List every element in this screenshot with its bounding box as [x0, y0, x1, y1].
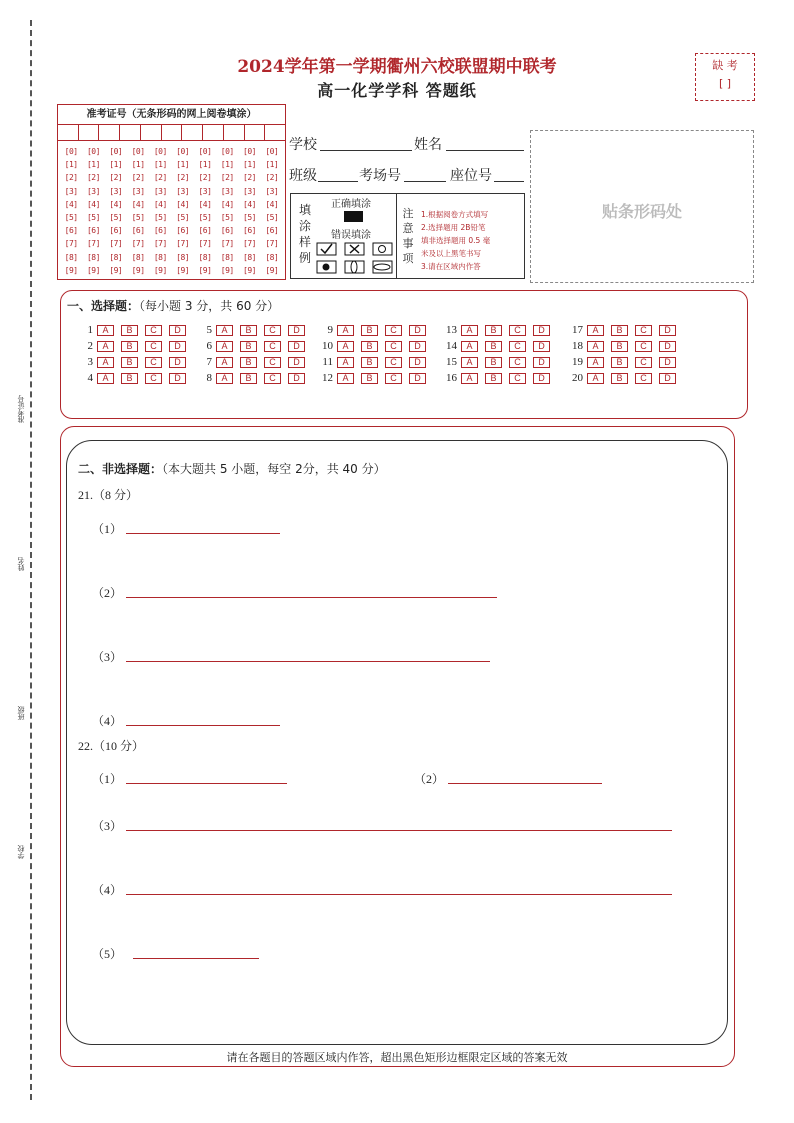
- multiple-choice-section: [60, 290, 748, 419]
- exam-title: 2024学年第一学期衢州六校联盟期中联考: [237, 57, 557, 77]
- id-digit-bubble[interactable]: [3]: [265, 186, 279, 196]
- id-write-cells: [58, 125, 285, 141]
- mc-question-number: 9: [327, 324, 333, 336]
- mc-option-bubble[interactable]: B: [121, 341, 138, 352]
- wrong-mark-circle: [373, 243, 392, 255]
- id-digit-column: [238, 145, 260, 277]
- name-field[interactable]: [446, 150, 524, 151]
- id-digit-bubble[interactable]: [1]: [109, 160, 123, 170]
- id-digit-bubble[interactable]: [9]: [153, 265, 167, 275]
- mc-question: [190, 340, 312, 352]
- mc-option-bubble[interactable]: A: [587, 373, 604, 384]
- mc-option-bubble[interactable]: B: [361, 373, 378, 384]
- id-digit-bubble[interactable]: [5]: [243, 212, 256, 222]
- section2-heading: 二、非选择题：（本大题共 5 小题，每空 2分，共 40 分）: [78, 462, 386, 476]
- room-label: 考场号: [359, 168, 401, 184]
- mc-question-number: 8: [206, 372, 212, 384]
- q21-part1-label: （1）: [92, 522, 123, 536]
- mc-option-bubble[interactable]: C: [385, 325, 402, 336]
- mc-option-bubble[interactable]: C: [264, 341, 281, 352]
- mc-question: [71, 340, 193, 352]
- mc-option-bubble[interactable]: D: [533, 373, 550, 384]
- id-digit-bubble[interactable]: [4]: [220, 199, 234, 209]
- id-bubble-grid: [58, 141, 285, 277]
- mc-option-bubble[interactable]: C: [145, 325, 162, 336]
- id-digit-bubble[interactable]: [2]: [265, 173, 279, 183]
- q21-part1-answer-line[interactable]: [126, 533, 280, 534]
- id-digit-bubble[interactable]: [5]: [153, 212, 167, 222]
- id-digit-bubble[interactable]: [7]: [198, 239, 212, 249]
- mc-option-bubble[interactable]: D: [288, 325, 305, 336]
- id-digit-bubble[interactable]: [7]: [176, 239, 190, 249]
- id-digit-bubble[interactable]: [8]: [131, 252, 145, 262]
- id-digit-bubble[interactable]: [3]: [220, 186, 234, 196]
- id-digit-bubble[interactable]: [0]: [176, 147, 190, 156]
- mc-question-number: 16: [446, 372, 457, 384]
- mc-option-bubble[interactable]: A: [97, 325, 114, 336]
- id-digit-bubble[interactable]: [6]: [131, 226, 145, 236]
- id-digit-bubble[interactable]: [2]: [109, 173, 123, 183]
- mc-option-bubble[interactable]: C: [509, 357, 526, 368]
- id-digit-bubble[interactable]: [3]: [131, 186, 145, 196]
- mc-option-bubble[interactable]: A: [337, 357, 354, 368]
- q21-part4-label: （4）: [92, 714, 123, 728]
- id-digit-bubble[interactable]: [2]: [243, 173, 256, 183]
- mc-option-bubble[interactable]: A: [216, 341, 233, 352]
- id-digit-bubble[interactable]: [9]: [64, 265, 78, 275]
- mc-question: [190, 324, 312, 336]
- id-digit-bubble[interactable]: [6]: [243, 226, 256, 236]
- id-digit-bubble[interactable]: [0]: [86, 147, 100, 156]
- mc-question: [435, 372, 557, 384]
- id-digit-bubble[interactable]: [9]: [265, 265, 279, 275]
- mc-question: [435, 356, 557, 368]
- id-digit-bubble[interactable]: [0]: [198, 147, 212, 156]
- id-digit-bubble[interactable]: [1]: [153, 160, 167, 170]
- side-label-name: 姓名: [17, 557, 25, 571]
- wrong-mark-oval: [345, 261, 364, 273]
- mc-question: [71, 372, 193, 384]
- q22-part5-answer-line[interactable]: [133, 958, 259, 959]
- mc-option-bubble[interactable]: A: [216, 357, 233, 368]
- id-digit-bubble[interactable]: [7]: [243, 239, 256, 249]
- id-digit-bubble[interactable]: [5]: [131, 212, 145, 222]
- id-digit-bubble[interactable]: [6]: [86, 226, 100, 236]
- id-digit-bubble[interactable]: [7]: [86, 239, 100, 249]
- wrong-mark-ellipse: [373, 261, 392, 273]
- mc-option-bubble[interactable]: C: [145, 357, 162, 368]
- mc-option-bubble[interactable]: C: [264, 357, 281, 368]
- name-label: 姓名: [414, 137, 442, 153]
- id-digit-bubble[interactable]: [9]: [243, 265, 256, 275]
- id-digit-bubble[interactable]: [4]: [265, 199, 279, 209]
- q22-part2-answer-line[interactable]: [448, 783, 602, 784]
- mc-option-bubble[interactable]: B: [361, 325, 378, 336]
- mc-option-bubble[interactable]: D: [409, 357, 426, 368]
- mc-option-bubble[interactable]: B: [361, 341, 378, 352]
- id-digit-bubble[interactable]: [2]: [176, 173, 190, 183]
- mc-option-bubble[interactable]: A: [97, 373, 114, 384]
- mc-option-bubble[interactable]: A: [337, 341, 354, 352]
- q22-part4-answer-line[interactable]: [126, 894, 672, 895]
- school-label: 学校: [289, 137, 317, 153]
- id-digit-bubble[interactable]: [3]: [64, 186, 78, 196]
- q21-heading: 21.（8 分）: [78, 488, 139, 502]
- mc-option-bubble[interactable]: C: [264, 325, 281, 336]
- non-choice-section: [66, 440, 728, 1045]
- id-digit-bubble[interactable]: [6]: [220, 226, 234, 236]
- mc-question-number: 12: [322, 372, 333, 384]
- id-digit-bubble[interactable]: [4]: [153, 199, 167, 209]
- mc-option-bubble[interactable]: C: [509, 341, 526, 352]
- mc-option-bubble[interactable]: B: [121, 325, 138, 336]
- mc-question: [561, 340, 683, 352]
- correct-fill-mark: [344, 211, 363, 222]
- mc-option-bubble[interactable]: B: [611, 373, 628, 384]
- id-digit-bubble[interactable]: [0]: [265, 147, 279, 156]
- id-digit-bubble[interactable]: [8]: [64, 252, 78, 262]
- id-digit-bubble[interactable]: [4]: [176, 199, 190, 209]
- mc-question-number: 11: [322, 356, 333, 368]
- mc-question-number: 1: [87, 324, 93, 336]
- mc-option-bubble[interactable]: D: [169, 357, 186, 368]
- id-digit-bubble[interactable]: [3]: [153, 186, 167, 196]
- mc-option-bubble[interactable]: D: [409, 341, 426, 352]
- mc-option-bubble[interactable]: A: [461, 325, 478, 336]
- id-digit-bubble[interactable]: [6]: [109, 226, 123, 236]
- mc-option-bubble[interactable]: A: [97, 341, 114, 352]
- mc-question-number: 7: [206, 356, 212, 368]
- seat-field[interactable]: [494, 181, 524, 182]
- id-digit-bubble[interactable]: [8]: [243, 252, 256, 262]
- q22-part3-label: （3）: [92, 819, 123, 833]
- mc-option-bubble[interactable]: A: [461, 373, 478, 384]
- section1-heading: 一、选择题：（每小题 3 分，共 60 分）: [67, 299, 280, 313]
- id-digit-bubble[interactable]: [2]: [86, 173, 100, 183]
- wrong-fill-marks: [315, 241, 395, 277]
- absent-bracket: [ ]: [718, 77, 732, 90]
- mc-question-number: 2: [87, 340, 93, 352]
- id-digit-bubble[interactable]: [0]: [220, 147, 234, 156]
- id-digit-bubble[interactable]: [6]: [153, 226, 167, 236]
- mc-option-bubble[interactable]: A: [97, 357, 114, 368]
- class-field[interactable]: [318, 181, 358, 182]
- mc-option-bubble[interactable]: D: [169, 373, 186, 384]
- id-digit-bubble[interactable]: [7]: [265, 239, 279, 249]
- mc-option-bubble[interactable]: A: [216, 373, 233, 384]
- id-digit-bubble[interactable]: [1]: [64, 160, 78, 170]
- q22-part4-label: （4）: [92, 883, 123, 897]
- mc-option-bubble[interactable]: B: [121, 373, 138, 384]
- id-digit-bubble[interactable]: [0]: [153, 147, 167, 156]
- id-digit-bubble[interactable]: [8]: [86, 252, 100, 262]
- subject-title: 高一化学学科 答题纸: [317, 81, 477, 100]
- id-digit-bubble[interactable]: [7]: [153, 239, 167, 249]
- id-digit-bubble[interactable]: [7]: [109, 239, 123, 249]
- id-digit-bubble[interactable]: [7]: [64, 239, 78, 249]
- mc-option-bubble[interactable]: C: [635, 325, 652, 336]
- q22-part1-label: （1）: [92, 772, 123, 786]
- id-digit-column: [82, 145, 104, 277]
- id-digit-bubble[interactable]: [4]: [198, 199, 212, 209]
- wrong-mark-check: [317, 243, 336, 255]
- mc-option-bubble[interactable]: B: [485, 341, 502, 352]
- mc-question: [311, 340, 433, 352]
- mc-option-bubble[interactable]: A: [461, 341, 478, 352]
- id-digit-bubble[interactable]: [1]: [86, 160, 100, 170]
- id-digit-bubble[interactable]: [8]: [198, 252, 212, 262]
- id-digit-bubble[interactable]: [1]: [243, 160, 256, 170]
- mc-option-bubble[interactable]: A: [337, 373, 354, 384]
- id-digit-bubble[interactable]: [9]: [131, 265, 145, 275]
- id-digit-bubble[interactable]: [5]: [220, 212, 234, 222]
- id-digit-bubble[interactable]: [1]: [220, 160, 234, 170]
- footer-note: 请在各题目的答题区域内作答，超出黑色矩形边框限定区域的答案无效: [226, 1051, 568, 1064]
- id-digit-bubble[interactable]: [8]: [109, 252, 123, 262]
- notice-items: 1.根据阅卷方式填写 2.选择题用 2B铅笔 填非选择题用 0.5 毫 米及以上黑笔书写 3.请在区域内作答: [421, 210, 491, 271]
- id-digit-bubble[interactable]: [5]: [109, 212, 123, 222]
- id-digit-bubble[interactable]: [4]: [243, 199, 256, 209]
- q21-part2-answer-line[interactable]: [126, 597, 497, 598]
- q22-part2-label: （2）: [414, 772, 445, 786]
- mc-option-bubble[interactable]: D: [659, 357, 676, 368]
- id-digit-bubble[interactable]: [7]: [220, 239, 234, 249]
- correct-fill-label: 正确填涂: [331, 199, 371, 210]
- notice-label: 注 意 事 项: [402, 207, 414, 265]
- mc-option-bubble[interactable]: B: [240, 341, 257, 352]
- mc-question: [561, 356, 683, 368]
- mc-question: [71, 356, 193, 368]
- q22-heading: 22.（10 分）: [78, 739, 145, 753]
- id-digit-column: [261, 145, 283, 277]
- mc-question: [561, 324, 683, 336]
- mc-option-bubble[interactable]: D: [288, 373, 305, 384]
- mc-option-bubble[interactable]: B: [240, 357, 257, 368]
- mc-option-bubble[interactable]: C: [385, 357, 402, 368]
- mc-question-number: 6: [206, 340, 212, 352]
- absent-box[interactable]: [695, 53, 755, 101]
- id-digit-bubble[interactable]: [2]: [198, 173, 212, 183]
- q21-part2-label: （2）: [92, 586, 123, 600]
- id-digit-bubble[interactable]: [3]: [198, 186, 212, 196]
- id-digit-bubble[interactable]: [0]: [109, 147, 123, 156]
- mc-option-bubble[interactable]: B: [611, 325, 628, 336]
- barcode-label: 贴条形码处: [601, 202, 682, 221]
- side-label-class: 班级: [17, 706, 25, 720]
- id-number-panel: [57, 104, 286, 280]
- q22-part1-answer-line[interactable]: [126, 783, 287, 784]
- mc-option-bubble[interactable]: D: [533, 341, 550, 352]
- mc-question: [435, 324, 557, 336]
- id-digit-bubble[interactable]: [0]: [131, 147, 145, 156]
- mc-option-bubble[interactable]: A: [587, 357, 604, 368]
- mc-option-bubble[interactable]: B: [361, 357, 378, 368]
- mc-option-bubble[interactable]: A: [587, 325, 604, 336]
- id-digit-bubble[interactable]: [4]: [64, 199, 78, 209]
- mc-option-bubble[interactable]: D: [659, 373, 676, 384]
- id-digit-bubble[interactable]: [2]: [131, 173, 145, 183]
- id-digit-bubble[interactable]: [1]: [131, 160, 145, 170]
- id-digit-bubble[interactable]: [8]: [265, 252, 279, 262]
- mc-question-number: 17: [572, 324, 583, 336]
- mc-question: [561, 372, 683, 384]
- mc-option-bubble[interactable]: D: [533, 325, 550, 336]
- absent-label: 缺 考: [712, 59, 738, 72]
- id-digit-bubble[interactable]: [2]: [153, 173, 167, 183]
- notice-box: [397, 193, 525, 279]
- mc-option-bubble[interactable]: D: [409, 373, 426, 384]
- mc-question-number: 3: [87, 356, 93, 368]
- mc-option-bubble[interactable]: D: [533, 357, 550, 368]
- mc-option-bubble[interactable]: C: [145, 373, 162, 384]
- mc-option-bubble[interactable]: A: [587, 341, 604, 352]
- side-label-id: 准考证号: [17, 395, 25, 423]
- mc-option-bubble[interactable]: B: [121, 357, 138, 368]
- mc-question-number: 15: [446, 356, 457, 368]
- mc-option-bubble[interactable]: C: [509, 325, 526, 336]
- id-digit-bubble[interactable]: [8]: [220, 252, 234, 262]
- mc-option-bubble[interactable]: B: [611, 341, 628, 352]
- mc-option-bubble[interactable]: D: [169, 325, 186, 336]
- cut-line: [30, 20, 32, 1100]
- mc-question-number: 18: [572, 340, 583, 352]
- mc-option-bubble[interactable]: C: [635, 373, 652, 384]
- mc-question: [311, 324, 433, 336]
- mc-option-bubble[interactable]: D: [659, 341, 676, 352]
- id-digit-bubble[interactable]: [8]: [176, 252, 190, 262]
- id-digit-bubble[interactable]: [3]: [243, 186, 256, 196]
- id-digit-bubble[interactable]: [8]: [153, 252, 167, 262]
- id-digit-bubble[interactable]: [6]: [176, 226, 190, 236]
- mc-option-bubble[interactable]: C: [635, 341, 652, 352]
- mc-question-number: 14: [446, 340, 457, 352]
- id-digit-bubble[interactable]: [6]: [198, 226, 212, 236]
- q22-part3-answer-line[interactable]: [126, 830, 672, 831]
- mc-question-number: 20: [572, 372, 583, 384]
- fill-sample-label: 填 涂 样 例: [298, 203, 311, 265]
- school-field[interactable]: [320, 150, 412, 151]
- mc-option-bubble[interactable]: A: [216, 325, 233, 336]
- id-digit-bubble[interactable]: [6]: [64, 226, 78, 236]
- id-digit-bubble[interactable]: [9]: [220, 265, 234, 275]
- id-digit-bubble[interactable]: [3]: [86, 186, 100, 196]
- id-panel-title: 准考证号（无条形码的网上阅卷填涂）: [58, 105, 285, 125]
- id-digit-bubble[interactable]: [5]: [176, 212, 190, 222]
- mc-option-bubble[interactable]: D: [288, 341, 305, 352]
- id-digit-bubble[interactable]: [0]: [243, 147, 256, 156]
- mc-question-number: 5: [206, 324, 212, 336]
- mc-question-number: 10: [322, 340, 333, 352]
- id-digit-bubble[interactable]: [5]: [64, 212, 78, 222]
- mc-question: [71, 324, 193, 336]
- id-digit-bubble[interactable]: [1]: [198, 160, 212, 170]
- id-digit-column: [105, 145, 127, 277]
- id-digit-bubble[interactable]: [0]: [64, 147, 78, 156]
- fill-sample-box: [290, 193, 397, 279]
- mc-option-bubble[interactable]: B: [611, 357, 628, 368]
- class-label: 班级: [289, 168, 317, 184]
- mc-option-bubble[interactable]: B: [485, 357, 502, 368]
- id-digit-bubble[interactable]: [5]: [86, 212, 100, 222]
- mc-question: [311, 372, 433, 384]
- id-digit-bubble[interactable]: [5]: [265, 212, 279, 222]
- id-digit-bubble[interactable]: [7]: [131, 239, 145, 249]
- q22-part5-label: （5）: [92, 947, 123, 961]
- id-digit-bubble[interactable]: [4]: [109, 199, 123, 209]
- mc-option-bubble[interactable]: A: [337, 325, 354, 336]
- id-digit-bubble[interactable]: [6]: [265, 226, 279, 236]
- id-digit-bubble[interactable]: [4]: [86, 199, 100, 209]
- id-digit-column: [171, 145, 193, 277]
- mc-option-bubble[interactable]: A: [461, 357, 478, 368]
- id-digit-bubble[interactable]: [2]: [64, 173, 78, 183]
- id-digit-bubble[interactable]: [9]: [198, 265, 212, 275]
- id-digit-bubble[interactable]: [4]: [131, 199, 145, 209]
- id-digit-bubble[interactable]: [2]: [220, 173, 234, 183]
- mc-option-bubble[interactable]: B: [485, 325, 502, 336]
- mc-question-number: 19: [572, 356, 583, 368]
- id-digit-bubble[interactable]: [9]: [86, 265, 100, 275]
- id-digit-column: [127, 145, 149, 277]
- mc-option-bubble[interactable]: D: [288, 357, 305, 368]
- q21-part4-answer-line[interactable]: [126, 725, 280, 726]
- mc-question-number: 13: [446, 324, 457, 336]
- mc-option-bubble[interactable]: D: [659, 325, 676, 336]
- id-digit-bubble[interactable]: [9]: [109, 265, 123, 275]
- mc-option-bubble[interactable]: C: [145, 341, 162, 352]
- wrong-fill-label: 错误填涂: [331, 230, 371, 241]
- q21-part3-answer-line[interactable]: [126, 661, 490, 662]
- mc-question-number: 4: [87, 372, 93, 384]
- id-digit-bubble[interactable]: [3]: [109, 186, 123, 196]
- id-digit-bubble[interactable]: [5]: [198, 212, 212, 222]
- id-digit-column: [149, 145, 171, 277]
- mc-option-bubble[interactable]: B: [240, 373, 257, 384]
- id-digit-bubble[interactable]: [3]: [176, 186, 190, 196]
- mc-option-bubble[interactable]: B: [240, 325, 257, 336]
- side-label-school: 学校: [17, 845, 25, 859]
- id-digit-bubble[interactable]: [9]: [176, 265, 190, 275]
- mc-option-bubble[interactable]: C: [264, 373, 281, 384]
- mc-question: [435, 340, 557, 352]
- mc-question: [311, 356, 433, 368]
- barcode-area: [530, 130, 754, 283]
- mc-option-bubble[interactable]: C: [385, 373, 402, 384]
- seat-label: 座位号: [450, 168, 492, 184]
- q21-part3-label: （3）: [92, 650, 123, 664]
- mc-option-bubble[interactable]: C: [635, 357, 652, 368]
- mc-option-bubble[interactable]: D: [409, 325, 426, 336]
- id-digit-bubble[interactable]: [1]: [176, 160, 190, 170]
- id-digit-column: [60, 145, 82, 277]
- id-digit-column: [216, 145, 238, 277]
- mc-option-bubble[interactable]: C: [509, 373, 526, 384]
- id-digit-bubble[interactable]: [1]: [265, 160, 279, 170]
- mc-option-bubble[interactable]: C: [385, 341, 402, 352]
- mc-question: [190, 372, 312, 384]
- id-digit-column: [194, 145, 216, 277]
- room-field[interactable]: [404, 181, 446, 182]
- mc-option-bubble[interactable]: D: [169, 341, 186, 352]
- mc-option-bubble[interactable]: B: [485, 373, 502, 384]
- mc-question: [190, 356, 312, 368]
